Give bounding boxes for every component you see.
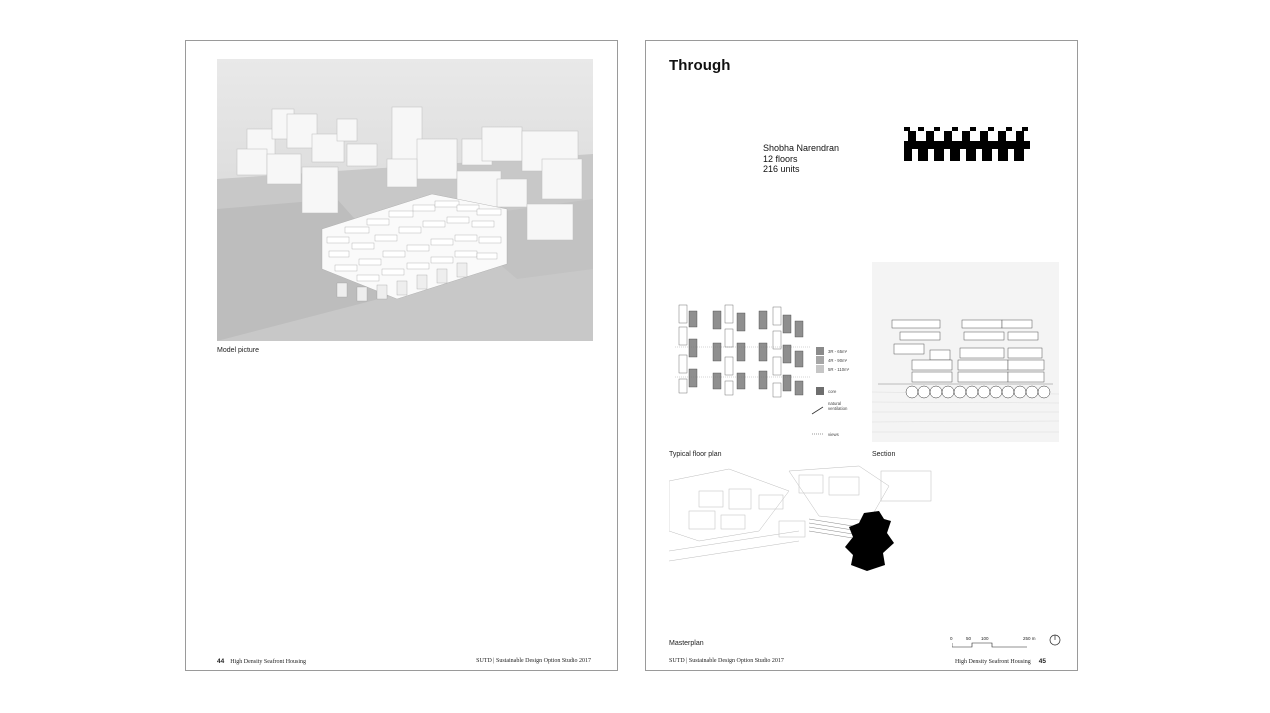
right-footer-title <box>955 658 1046 665</box>
floor-plan-caption: Typical floor plan <box>669 451 722 458</box>
model-photo <box>217 59 593 341</box>
left-footer-title <box>217 658 306 665</box>
left-footer-right: SUTD | Sustainable Design Option Studio 2017 <box>476 658 591 664</box>
project-meta <box>763 143 839 175</box>
right-page <box>645 40 1078 671</box>
model-picture-caption: Model picture <box>217 347 260 354</box>
floor-plan-drawing <box>671 299 861 449</box>
masterplan-drawing <box>669 461 939 586</box>
masterplan-caption: Masterplan <box>669 640 704 647</box>
unit-count: 216 units <box>763 164 800 174</box>
floor-count: 12 floors <box>763 153 798 164</box>
left-page <box>185 40 618 671</box>
scale-tick-50: 50 <box>966 636 972 641</box>
legend-ventilation-1: natural <box>828 401 842 406</box>
unit-pattern-icon <box>904 125 1030 165</box>
left-footer-text: High Density Seafront Housing <box>230 659 307 665</box>
legend-views: views <box>828 432 839 437</box>
legend-5r: 5R - 110m² <box>828 367 850 372</box>
section-caption: Section <box>872 451 896 458</box>
scale-bar <box>952 642 1032 648</box>
legend-4r: 4R - 90m² <box>828 358 848 363</box>
scale-tick-100: 100 <box>981 636 989 641</box>
right-page-number: 45 <box>1038 658 1046 665</box>
north-arrow-icon <box>1049 634 1061 646</box>
ventilation-arrow-icon <box>812 407 823 414</box>
masterplan-building <box>845 511 894 571</box>
model-photo-drawing <box>217 59 593 341</box>
legend-core: core <box>828 389 837 394</box>
left-page-number: 44 <box>217 658 225 665</box>
project-title: Through <box>669 57 731 74</box>
right-footer-left: SUTD | Sustainable Design Option Studio 2017 <box>669 658 784 664</box>
scale-tick-250: 250 m <box>1023 636 1036 641</box>
right-footer-text: High Density Seafront Housing <box>954 659 1031 665</box>
section-drawing <box>872 262 1059 442</box>
legend-ventilation-2: ventilation <box>828 406 848 411</box>
legend-3r: 3R - 65m² <box>828 349 848 354</box>
author-name: Shobha Narendran <box>763 143 840 153</box>
scale-tick-0: 0 <box>950 636 953 641</box>
